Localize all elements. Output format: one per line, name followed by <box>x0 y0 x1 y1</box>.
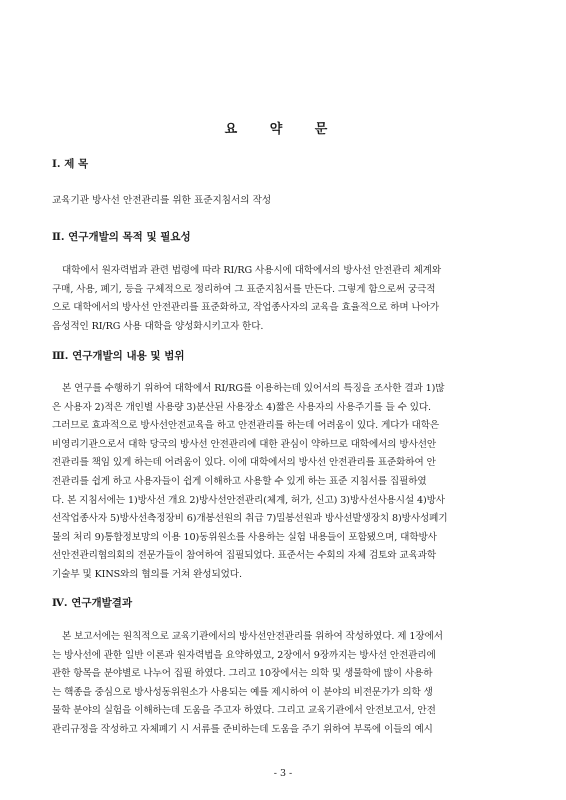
section-4-line: 관리규정을 작성하고 자체폐기 시 서류를 준비하는데 도움을 주기 위하여 부록에 이들의 예시 <box>52 723 433 735</box>
section-3-paragraph <box>52 380 516 585</box>
section-3-line: 은 사용자 2)적은 개인별 사용량 3)분산된 사용장소 4)짧은 사용자의 사용주기를 들 수 있다. <box>52 401 431 413</box>
section-4-paragraph <box>52 628 516 740</box>
section-3-line: 전관리를 쉽게 하고 사용자들이 쉽게 이해하고 사용할 수 있게 하는 표준 지침서를 집필하였 <box>52 475 427 487</box>
section-1-heading: Ⅰ. 제 목 <box>52 158 89 170</box>
section-3-line: 물의 처리 9)통합정보망의 이용 10)동위원소를 사용하는 실험 내용들이 포함됐으며, 대학방사 <box>52 531 437 543</box>
section-4-line: 는 핵종을 중심으로 방사성동위원소가 사용되는 예를 제시하여 이 분야의 비전문가가 의학 생 <box>52 686 433 698</box>
section-2-line: 대학에서 원자력법과 관련 법령에 따라 RI/RG 사용시에 대학에서의 방사선 안전관리 체계와 <box>62 265 441 276</box>
section-3-line: 다. 본 지침서에는 1)방사선 개요 2)방사선안전관리(체계, 허가, 신고) 3)방사선사용시설 4)방사 <box>52 494 445 506</box>
section-4-line: 본 보고서에는 원칙적으로 교육기관에서의 방사선안전관리를 위하여 작성하였다. 제 1장에서 <box>62 631 443 642</box>
section-2-heading: Ⅱ. 연구개발의 목적 및 필요성 <box>52 231 191 243</box>
section-3-line: 선작업종사자 5)방사선측정장비 6)개봉선원의 취급 7)밀봉선원과 방사선발생장치 8)방사성폐기 <box>52 513 448 525</box>
section-4-line: 물학 분야의 실험을 이해하는데 도움을 주고자 하였다. 그리고 교육기관에서 안전보고서, 안전 <box>52 705 436 717</box>
section-3-line: 본 연구를 수행하기 위하여 대학에서 RI/RG를 이용하는데 있어서의 특징을 조사한 결과 1)많 <box>62 383 445 394</box>
section-3-line: 기술부 및 KINS와의 협의를 거쳐 완성되었다. <box>52 568 242 580</box>
page-number: - 3 - <box>273 768 293 779</box>
section-3-line: 선안전관리협의회의 전문가들이 참여하여 집필되었다. 표준서는 수회의 자체 검토와 교육과학 <box>52 550 437 562</box>
section-3-line: 그러므로 효과적으로 방사선안전교육을 하고 안전관리를 하는데 어려움이 있다. 게다가 대학은 <box>52 420 440 432</box>
section-2-line: 구매, 사용, 폐기, 등을 구체적으로 정리하여 그 표준지침서를 만든다. 그렇게 함으로써 궁극적 <box>52 283 436 295</box>
section-2-paragraph <box>52 262 516 336</box>
section-2-line: 음성적인 RI/RG 사용 대학을 양성화시키고자 한다. <box>52 320 264 332</box>
section-1-text: 교육기관 방사선 안전관리를 위한 표준지침서의 작성 <box>52 195 272 206</box>
section-4-line: 는 방사선에 관한 일반 이론과 원자력법을 요약하였고, 2장에서 9장까지는 방사선 안전관리에 <box>52 649 436 661</box>
section-4-line: 관한 항목을 분야별로 나누어 집필 하였다. 그리고 10장에서는 의학 및 생물학에 많이 사용하 <box>52 668 433 680</box>
section-4-heading: Ⅳ. 연구개발결과 <box>52 597 133 609</box>
page-title: 요 약 문 <box>224 122 342 137</box>
section-2-line: 으로 대학에서의 방사선 안전관리를 표준화하고, 작업종사자의 교육을 효율적으로 하며 나아가 <box>52 302 440 314</box>
section-3-line: 전관리를 책임 있게 하는데 어려움이 있다. 이에 대학에서의 방사선 안전관리를 표준화하여 안 <box>52 457 436 469</box>
section-3-heading: Ⅲ. 연구개발의 내용 및 범위 <box>52 350 185 362</box>
section-3-line: 비영리기관으로서 대학 당국의 방사선 안전관리에 대한 관심이 약하므로 대학에서의 방사선안 <box>52 438 437 450</box>
